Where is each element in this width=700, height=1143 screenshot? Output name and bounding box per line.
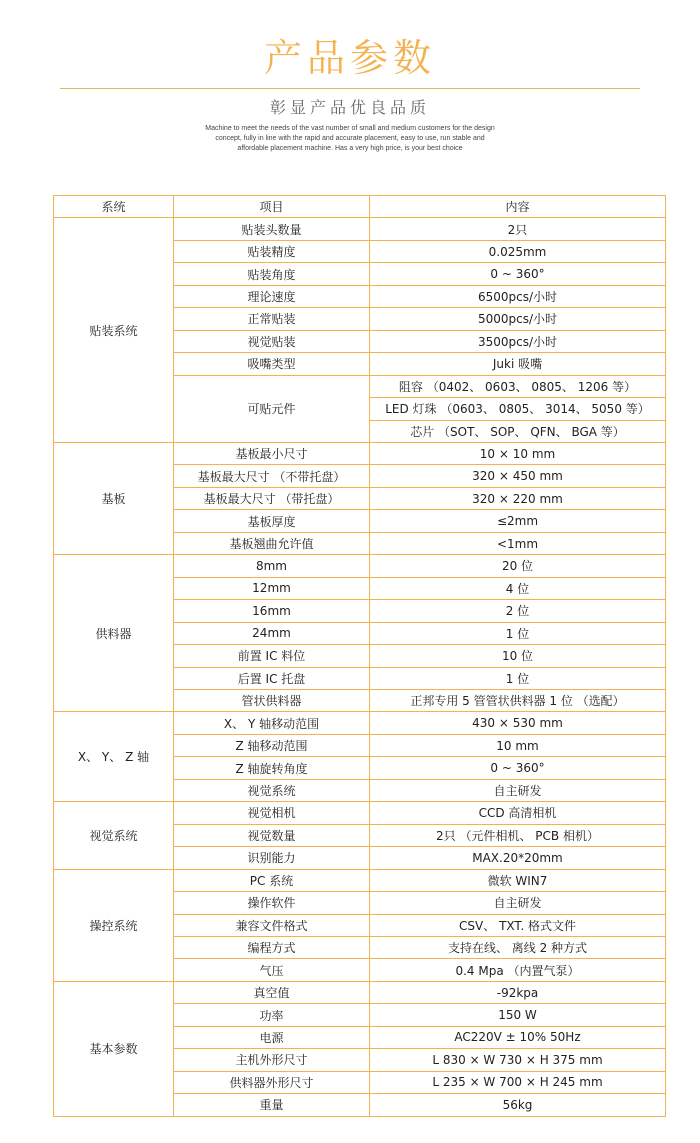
system-cell: 基本参数	[54, 981, 174, 1116]
value-cell: 10 mm	[370, 734, 666, 756]
page-subtitle: 彰显产品优良品质	[269, 98, 430, 117]
value-cell: 10 位	[370, 645, 666, 667]
value-cell: 2只 （元件相机、 PCB 相机）	[370, 824, 666, 846]
value-cell: CSV、 TXT. 格式文件	[370, 914, 666, 936]
item-cell: 贴装头数量	[174, 218, 370, 240]
header-cell-system: 系统	[54, 196, 174, 218]
value-cell: 自主研发	[370, 779, 666, 801]
system-cell: 供料器	[54, 555, 174, 712]
value-cell: LED 灯珠 （0603、 0805、 3014、 5050 等）	[370, 398, 666, 420]
value-cell: Juki 吸嘴	[370, 353, 666, 375]
item-cell: 吸嘴类型	[174, 353, 370, 375]
item-cell: 视觉数量	[174, 824, 370, 846]
item-cell: 贴装角度	[174, 263, 370, 285]
item-cell: 兼容文件格式	[174, 914, 370, 936]
value-cell: <1mm	[370, 532, 666, 554]
item-cell: 真空值	[174, 981, 370, 1003]
value-cell: 430 × 530 mm	[370, 712, 666, 734]
description-line: Machine to meet the needs of the vast number of small and medium customers for the design	[205, 125, 495, 132]
item-cell: 供料器外形尺寸	[174, 1071, 370, 1093]
value-cell: 阻容 （0402、 0603、 0805、 1206 等）	[370, 375, 666, 397]
item-cell: 视觉相机	[174, 802, 370, 824]
value-cell: 5000pcs/小时	[370, 308, 666, 330]
value-cell: L 830 × W 730 × H 375 mm	[370, 1049, 666, 1071]
item-cell: Z 轴移动范围	[174, 734, 370, 756]
value-cell: 2 位	[370, 600, 666, 622]
spec-table-body	[54, 196, 666, 1117]
value-cell: -92kpa	[370, 981, 666, 1003]
item-cell: 基板最大尺寸 （带托盘）	[174, 487, 370, 509]
item-cell: PC 系统	[174, 869, 370, 891]
value-cell: ≤2mm	[370, 510, 666, 532]
item-cell: 24mm	[174, 622, 370, 644]
value-cell: 1 位	[370, 667, 666, 689]
item-cell: 编程方式	[174, 936, 370, 958]
table-row	[54, 869, 666, 891]
item-cell: 可贴元件	[174, 375, 370, 442]
item-cell: X、 Y 轴移动范围	[174, 712, 370, 734]
value-cell: 320 × 220 mm	[370, 487, 666, 509]
item-cell: 前置 IC 料位	[174, 645, 370, 667]
table-row	[54, 802, 666, 824]
title-divider	[60, 88, 640, 89]
description-line: concept, fully in line with the rapid and accurate placement, easy to use, run stable and	[215, 135, 485, 142]
value-cell: AC220V ± 10% 50Hz	[370, 1026, 666, 1048]
value-cell: MAX.20*20mm	[370, 847, 666, 869]
item-cell: 8mm	[174, 555, 370, 577]
value-cell: 56kg	[370, 1094, 666, 1116]
item-cell: 视觉系统	[174, 779, 370, 801]
value-cell: 0 ~ 360°	[370, 757, 666, 779]
item-cell: 视觉贴装	[174, 330, 370, 352]
value-cell: 2只	[370, 218, 666, 240]
item-cell: 基板厚度	[174, 510, 370, 532]
description-line: affordable placement machine. Has a very high price, is your best choice	[237, 145, 463, 152]
table-row	[54, 712, 666, 734]
system-cell: 贴装系统	[54, 218, 174, 443]
system-cell: 视觉系统	[54, 802, 174, 869]
value-cell: 4 位	[370, 577, 666, 599]
item-cell: 理论速度	[174, 285, 370, 307]
item-cell: 贴装精度	[174, 240, 370, 262]
value-cell: 1 位	[370, 622, 666, 644]
item-cell: 基板最大尺寸 （不带托盘）	[174, 465, 370, 487]
value-cell: 0 ~ 360°	[370, 263, 666, 285]
system-cell: X、 Y、 Z 轴	[54, 712, 174, 802]
value-cell: 320 × 450 mm	[370, 465, 666, 487]
item-cell: 功率	[174, 1004, 370, 1026]
description	[190, 124, 510, 154]
item-cell: 重量	[174, 1094, 370, 1116]
item-cell: Z 轴旋转角度	[174, 757, 370, 779]
system-cell: 操控系统	[54, 869, 174, 981]
item-cell: 基板最小尺寸	[174, 442, 370, 464]
item-cell: 后置 IC 托盘	[174, 667, 370, 689]
item-cell: 管状供料器	[174, 689, 370, 711]
item-cell: 主机外形尺寸	[174, 1049, 370, 1071]
item-cell: 16mm	[174, 600, 370, 622]
item-cell: 基板翘曲允许值	[174, 532, 370, 554]
value-cell: 6500pcs/小时	[370, 285, 666, 307]
value-cell: L 235 × W 700 × H 245 mm	[370, 1071, 666, 1093]
value-cell: 0.4 Mpa （内置气泵）	[370, 959, 666, 981]
value-cell: CCD 高清相机	[370, 802, 666, 824]
item-cell: 正常贴装	[174, 308, 370, 330]
value-cell: 10 × 10 mm	[370, 442, 666, 464]
header-cell-content: 内容	[370, 196, 666, 218]
value-cell: 芯片 （SOT、 SOP、 QFN、 BGA 等）	[370, 420, 666, 442]
table-row	[54, 555, 666, 577]
system-cell: 基板	[54, 442, 174, 554]
item-cell: 12mm	[174, 577, 370, 599]
item-cell: 电源	[174, 1026, 370, 1048]
table-row	[54, 442, 666, 464]
value-cell: 20 位	[370, 555, 666, 577]
value-cell: 支持在线、 离线 2 种方式	[370, 936, 666, 958]
value-cell: 0.025mm	[370, 240, 666, 262]
value-cell: 150 W	[370, 1004, 666, 1026]
item-cell: 操作软件	[174, 892, 370, 914]
page-title: 产品参数	[263, 36, 436, 80]
header-cell-item: 项目	[174, 196, 370, 218]
table-row	[54, 218, 666, 240]
table-row	[54, 981, 666, 1003]
value-cell: 微软 WIN7	[370, 869, 666, 891]
table-header-row	[54, 196, 666, 218]
value-cell: 自主研发	[370, 892, 666, 914]
value-cell: 3500pcs/小时	[370, 330, 666, 352]
item-cell: 识别能力	[174, 847, 370, 869]
spec-table	[53, 195, 666, 1117]
item-cell: 气压	[174, 959, 370, 981]
value-cell: 正邦专用 5 管管状供料器 1 位 （选配）	[370, 689, 666, 711]
